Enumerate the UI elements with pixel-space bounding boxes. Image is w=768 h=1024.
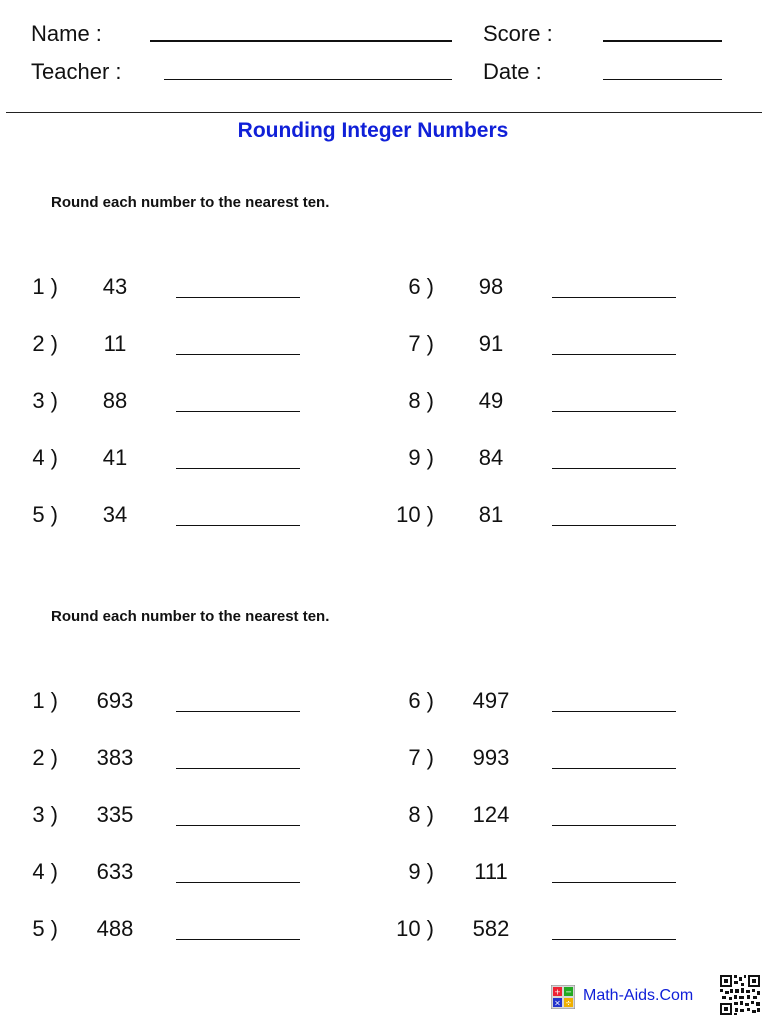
answer-line[interactable] xyxy=(176,939,300,940)
date-label: Date : xyxy=(483,59,542,84)
problem-number: 1 ) xyxy=(32,688,58,713)
problem-value: 49 xyxy=(478,388,504,413)
teacher-line xyxy=(164,79,452,80)
problem-value: 993 xyxy=(472,745,510,770)
answer-line[interactable] xyxy=(176,768,300,769)
answer-line[interactable] xyxy=(552,711,676,712)
problem-value: 488 xyxy=(96,916,134,941)
header-rule xyxy=(6,112,762,113)
answer-line[interactable] xyxy=(552,882,676,883)
problem-number: 8 ) xyxy=(408,388,434,413)
answer-line[interactable] xyxy=(176,354,300,355)
problem-number: 1 ) xyxy=(32,274,58,299)
problem-number: 9 ) xyxy=(408,859,434,884)
answer-line[interactable] xyxy=(552,825,676,826)
answer-line[interactable] xyxy=(176,882,300,883)
date-line xyxy=(603,79,722,80)
answer-line[interactable] xyxy=(176,297,300,298)
problem-value: 11 xyxy=(103,331,127,356)
qr-code-icon xyxy=(720,975,760,1015)
svg-text:×: × xyxy=(554,998,561,1008)
svg-text:÷: ÷ xyxy=(565,998,572,1008)
problem-value: 383 xyxy=(96,745,134,770)
problem-number: 6 ) xyxy=(408,274,434,299)
calculator-icon xyxy=(551,985,575,1009)
name-line xyxy=(150,40,452,42)
problem-value: 633 xyxy=(96,859,134,884)
problem-number: 10 ) xyxy=(396,502,434,527)
problem-number: 7 ) xyxy=(408,331,434,356)
answer-line[interactable] xyxy=(176,711,300,712)
answer-line[interactable] xyxy=(176,468,300,469)
name-label: Name : xyxy=(31,21,102,46)
problem-number: 5 ) xyxy=(32,502,58,527)
teacher-label: Teacher : xyxy=(31,59,122,84)
answer-line[interactable] xyxy=(176,825,300,826)
answer-line[interactable] xyxy=(552,525,676,526)
problem-number: 2 ) xyxy=(32,331,58,356)
problem-value: 693 xyxy=(96,688,134,713)
page-title: Rounding Integer Numbers xyxy=(237,119,509,142)
answer-line[interactable] xyxy=(552,411,676,412)
problem-number: 3 ) xyxy=(32,388,58,413)
answer-line[interactable] xyxy=(176,411,300,412)
problem-number: 7 ) xyxy=(408,745,434,770)
problem-value: 124 xyxy=(472,802,510,827)
footer-site-link[interactable]: Math-Aids.Com xyxy=(583,987,694,1004)
problem-number: 4 ) xyxy=(32,859,58,884)
problem-number: 3 ) xyxy=(32,802,58,827)
problem-number: 2 ) xyxy=(32,745,58,770)
problem-value: 43 xyxy=(102,274,128,299)
problem-value: 88 xyxy=(102,388,128,413)
answer-line[interactable] xyxy=(552,297,676,298)
section-2-instruction: Round each number to the nearest ten. xyxy=(51,608,330,625)
score-label: Score : xyxy=(483,21,553,46)
problem-value: 111 xyxy=(474,859,508,884)
problem-number: 6 ) xyxy=(408,688,434,713)
problem-value: 34 xyxy=(102,502,128,527)
problem-value: 497 xyxy=(472,688,510,713)
answer-line[interactable] xyxy=(552,939,676,940)
problem-number: 9 ) xyxy=(408,445,434,470)
svg-text:−: − xyxy=(565,987,572,997)
section-1-instruction: Round each number to the nearest ten. xyxy=(51,194,330,211)
problem-value: 582 xyxy=(472,916,510,941)
problem-number: 4 ) xyxy=(32,445,58,470)
problem-number: 8 ) xyxy=(408,802,434,827)
problem-number: 10 ) xyxy=(396,916,434,941)
problem-value: 84 xyxy=(478,445,504,470)
answer-line[interactable] xyxy=(552,768,676,769)
problem-value: 81 xyxy=(478,502,504,527)
answer-line[interactable] xyxy=(176,525,300,526)
score-line xyxy=(603,40,722,42)
answer-line[interactable] xyxy=(552,468,676,469)
answer-line[interactable] xyxy=(552,354,676,355)
problem-value: 91 xyxy=(478,331,504,356)
problem-number: 5 ) xyxy=(32,916,58,941)
problem-value: 335 xyxy=(96,802,134,827)
problem-value: 98 xyxy=(478,274,504,299)
svg-text:+: + xyxy=(554,987,561,997)
problem-value: 41 xyxy=(102,445,128,470)
